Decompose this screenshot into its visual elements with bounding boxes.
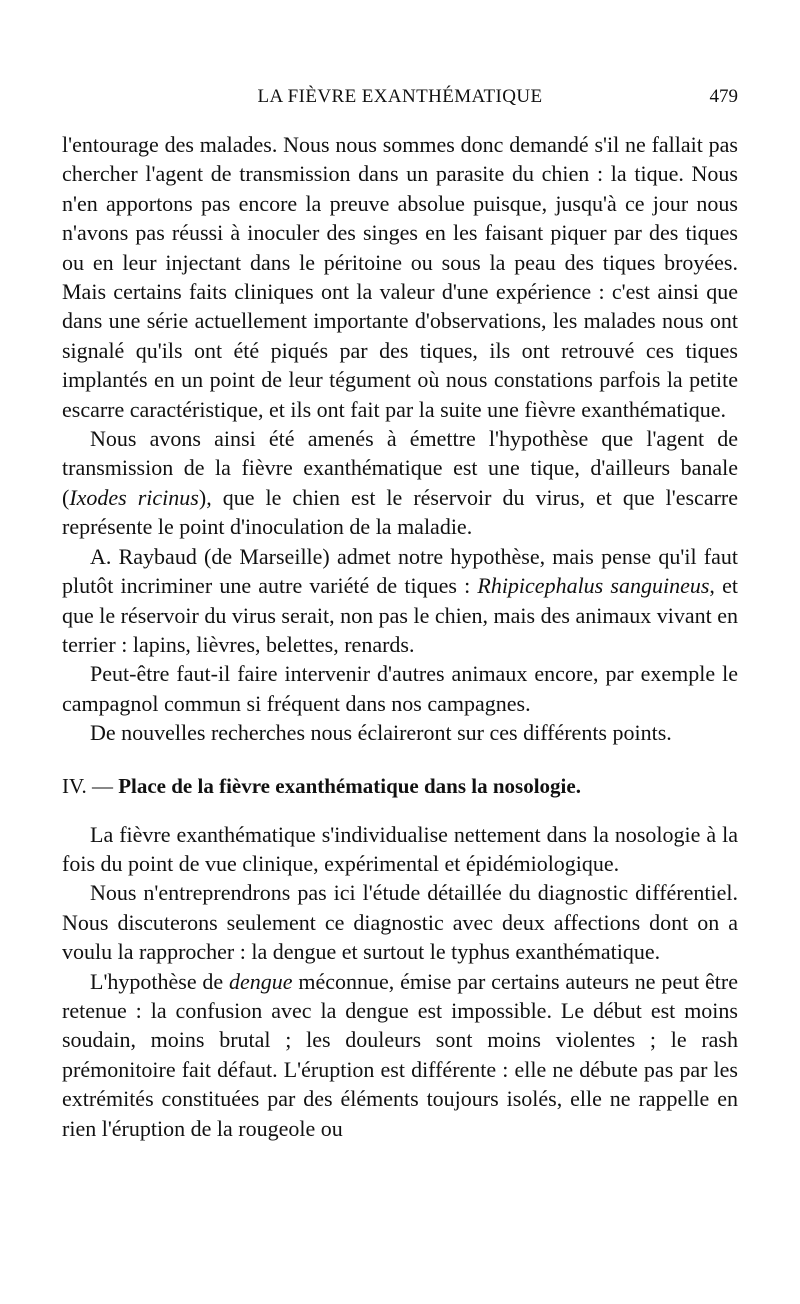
section-title: Place de la fièvre exanthématique dans la nosologie.	[118, 773, 581, 798]
paragraph-raybaud	[62, 542, 738, 660]
paragraph-text: L'hypothèse de	[90, 968, 230, 994]
running-title: LA FIÈVRE EXANTHÉMATIQUE	[257, 86, 543, 107]
paragraph-hypothesis	[62, 424, 738, 542]
paragraph-future-research: De nouvelles recherches nous éclaireront sur ces différents points.	[90, 720, 672, 746]
page-number: 479	[709, 86, 738, 107]
paragraph-dengue	[62, 967, 738, 1143]
running-head	[62, 86, 738, 114]
species-name: Ixodes ricinus	[69, 484, 199, 510]
paragraph-text: Nous avons ainsi été amenés à émettre l'hypothèse que l'agent de transmission de la fièvre exanthématique est une tique, d'ailleurs banale (	[62, 426, 738, 510]
paragraph-text: , et que le réservoir du virus serait, non pas le chien, mais des animaux vivant en terrier : lapins, lièvres, belettes, renards.	[62, 573, 738, 657]
body-text	[62, 130, 738, 1143]
section-heading	[62, 772, 738, 800]
paragraph-nosology: La fièvre exanthématique s'individualise nettement dans la nosologie à la fois du point de vue clinique, expérimental et épidémiologique.	[62, 821, 738, 876]
paragraph-text: méconnue, émise par certains auteurs ne peut être retenue : la confusion avec la dengue est impossible. Le début est moins soudain, moins brutal ; les douleurs sont moins violentes ; le rash prémonitoire fait défaut. L'éruption est différente : elle ne débute pas par les extrémités constituées par des éléments toujours isolés, elle ne rappelle en rien l'éruption de la rougeole ou	[62, 968, 739, 1141]
paragraph-other-animals: Peut-être faut-il faire intervenir d'autres animaux encore, par exemple le campagnol commun si fréquent dans nos campagnes.	[62, 661, 738, 716]
paragraph-text: A. Raybaud (de Marseille) admet notre hypothèse, mais pense qu'il faut plutôt incriminer une autre variété de tiques :	[62, 543, 738, 599]
paragraph-continuation: l'entourage des malades. Nous nous sommes donc demandé s'il ne fallait pas chercher l'agent de transmission dans un parasite du chien : la tique. Nous n'en apportons pas encore la preuve absolue puisque, jusqu'à ce jour nous n'avons pas réussi à inoculer des singes en les faisant piquer par des tiques ou en leur injectant dans le péritoine ou sous la peau des tiques broyées. Mais certains faits cliniques ont la valeur d'une expérience : c'est ainsi que dans une série actuellement importante d'observations, les malades nous ont signalé qu'ils ont été piqués par des tiques, ils ont retrouvé ces tiques implantés en un point de leur tégument où nous constations parfois la petite escarre caractéristique, et ils ont fait par la suite une fièvre exanthématique.	[62, 132, 738, 422]
species-name: Rhipicephalus sanguineus	[477, 573, 710, 599]
paragraph-differential: Nous n'entreprendrons pas ici l'étude détaillée du diagnostic différentiel. Nous discuterons seulement ce diagnostic avec deux affections dont on a voulu la rapprocher : la dengue et surtout le typhus exanthématique.	[62, 880, 738, 965]
paragraph-text: ), que le chien est le réservoir du virus, et que l'escarre représente le point d'inoculation de la maladie.	[62, 484, 739, 540]
disease-name: dengue	[229, 968, 293, 994]
section-number: IV. —	[62, 773, 119, 798]
